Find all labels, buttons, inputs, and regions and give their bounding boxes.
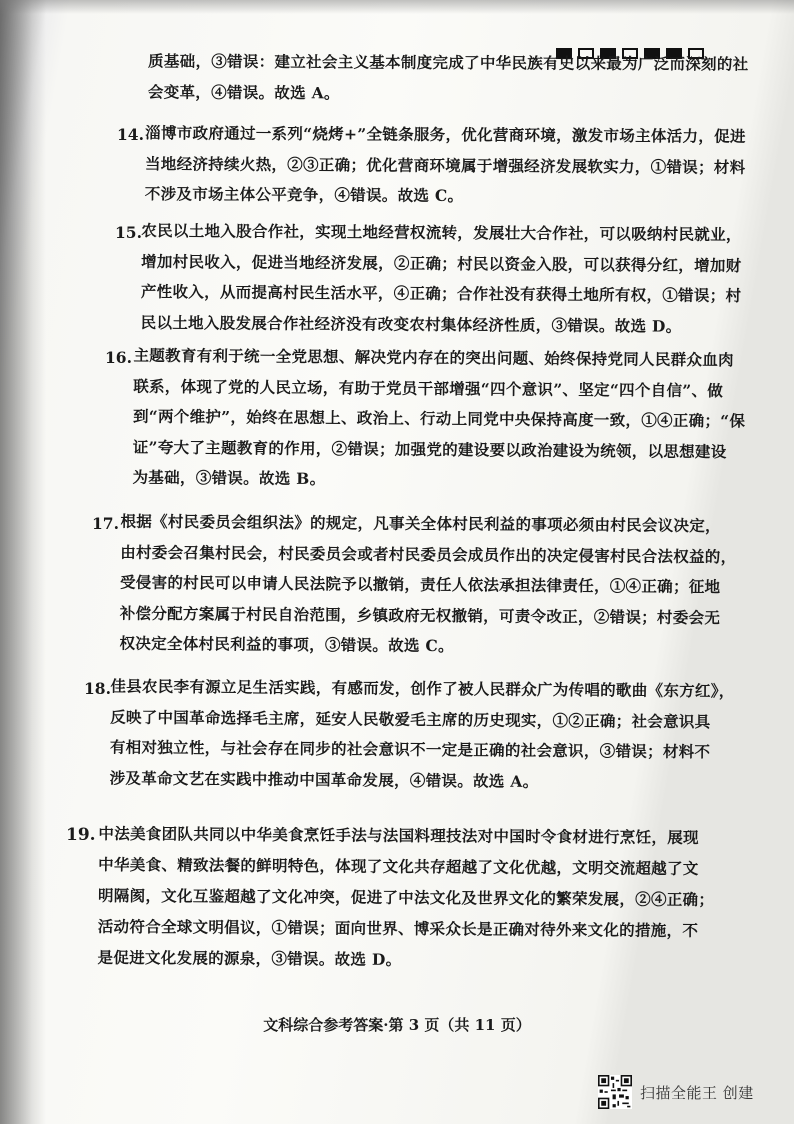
page-footer: 文科综合参考答案·第 3 页（共 11 页） (263, 1016, 531, 1034)
answer-line: 中法美食团队共同以中华美食烹饪手法与法国料理技法对中国时令食材进行烹饪，展现 (98, 823, 699, 848)
answer-line: 受侵害的村民可以申请人民法院予以撤销，责任人依法承担法律责任，①④正确；征地 (119, 572, 721, 597)
answer-line: 涉及革命文艺在实践中推动中国革命发展，④错误。故选 A。 (109, 768, 539, 791)
answer-line: 由村委会召集村民会，村民委员会或者村民委员会成员作出的决定侵害村民合法权益的， (120, 542, 737, 566)
answer-14-number: 14. (117, 125, 144, 144)
answer-line: 有相对独立性，与社会存在同步的社会意识不一定是正确的社会意识，③错误；材料不 (109, 737, 711, 762)
answer-line: 是促进文化发展的源泉，③错误。故选 D。 (97, 947, 402, 969)
scan-edge-shadow (0, 0, 46, 1124)
answer-line: 补偿分配方案属于村民自治范围，乡镇政府无权撤销，可责令改正，②错误；村委会无 (119, 603, 721, 627)
answer-line: 不涉及市场主体公平竞争，④错误。故选 C。 (144, 184, 464, 206)
scanner-watermark (598, 1075, 754, 1109)
answer-line: 产性收入，从而提高村民生活水平，④正确；合作社没有获得土地所有权，①错误；村 (140, 281, 742, 306)
answer-line: 农民以土地入股合作社，实现土地经营权流转，发展壮大合作社，可以吸纳村民就业， (141, 220, 742, 245)
answer-19-number: 19. (66, 825, 96, 845)
answer-line: 明隔阂，文化互鉴超越了文化冲突，促进了中法文化及世界文化的繁荣发展，②④正确； (97, 885, 715, 910)
answer-line: 到“两个维护”，始终在思想上、政治上、行动上同党中央保持高度一致，①④正确；“保 (132, 406, 746, 431)
answer-line: 证”夸大了主题教育的作用，②错误；加强党的建设要以政治建设为统领，以思想建设 (132, 437, 727, 461)
qr-code-icon (598, 1075, 632, 1109)
answer-19 (97, 818, 714, 977)
answer-line: 活动符合全球文明倡议，①错误；面向世界、博采众长是正确对待外来文化的措施，不 (97, 916, 699, 941)
answer-line: 当地经济持续火热，②③正确；优化营商环境属于增强经济发展软实力，①错误；材料 (144, 153, 746, 177)
answer-18 (110, 672, 735, 799)
answer-line: 增加村民收入，促进当地经济发展，②正确；村民以资金入股，可以获得分红，增加财 (141, 251, 742, 275)
answer-line: 中华美食、精致法餐的鲜明特色，体现了文化共存超越了文化优越，文明交流超越了文 (98, 854, 699, 879)
answer-16-number: 16. (105, 348, 132, 367)
answer-line: 主题教育有利于统一全党思想、解决党内存在的突出问题、始终保持党同人民群众血肉 (133, 345, 734, 370)
answer-line: 联系，体现了党的人民立场，有助于党员干部增强“四个意识”、坚定“四个自信”、做 (133, 376, 724, 400)
answer-18-number: 18. (84, 679, 111, 698)
answer-line: 权决定全体村民利益的事项，③错误。故选 C。 (119, 633, 454, 656)
answer-14 (145, 118, 746, 213)
answer-line: 质基础，③错误：建立社会主义基本制度完成了中华民族有史以来最为广泛而深刻的社 (148, 51, 749, 74)
answer-13-tail (148, 46, 749, 110)
answer-16 (132, 341, 745, 498)
answer-17 (119, 507, 736, 664)
answer-15 (141, 216, 742, 342)
answer-line: 民以土地入股发展合作社经济没有改变农村集体经济性质，③错误。故选 D。 (140, 312, 682, 336)
answer-line: 佳县农民李有源立足生活实践，有感而发，创作了被人民群众广为传唱的歌曲《东方红》， (110, 676, 735, 701)
answer-line: 根据《村民委员会组织法》的规定，凡事关全体村民利益的事项必须由村民会议决定， (120, 511, 721, 536)
answer-17-number: 17. (92, 514, 119, 533)
answer-line: 反映了中国革命选择毛主席，延安人民敬爱毛主席的历史现实，①②正确；社会意识具 (110, 707, 711, 731)
answer-15-number: 15. (115, 223, 142, 242)
watermark-label: 扫描全能王 创建 (640, 1083, 754, 1102)
answer-line: 会变革，④错误。故选 A。 (147, 81, 340, 102)
scan-top-shadow (0, 0, 794, 14)
answer-line: 淄博市政府通过一系列“烧烤+”全链条服务，优化营商环境，激发市场主体活力，促进 (145, 123, 746, 146)
answer-line: 为基础，③错误。故选 B。 (132, 467, 326, 489)
